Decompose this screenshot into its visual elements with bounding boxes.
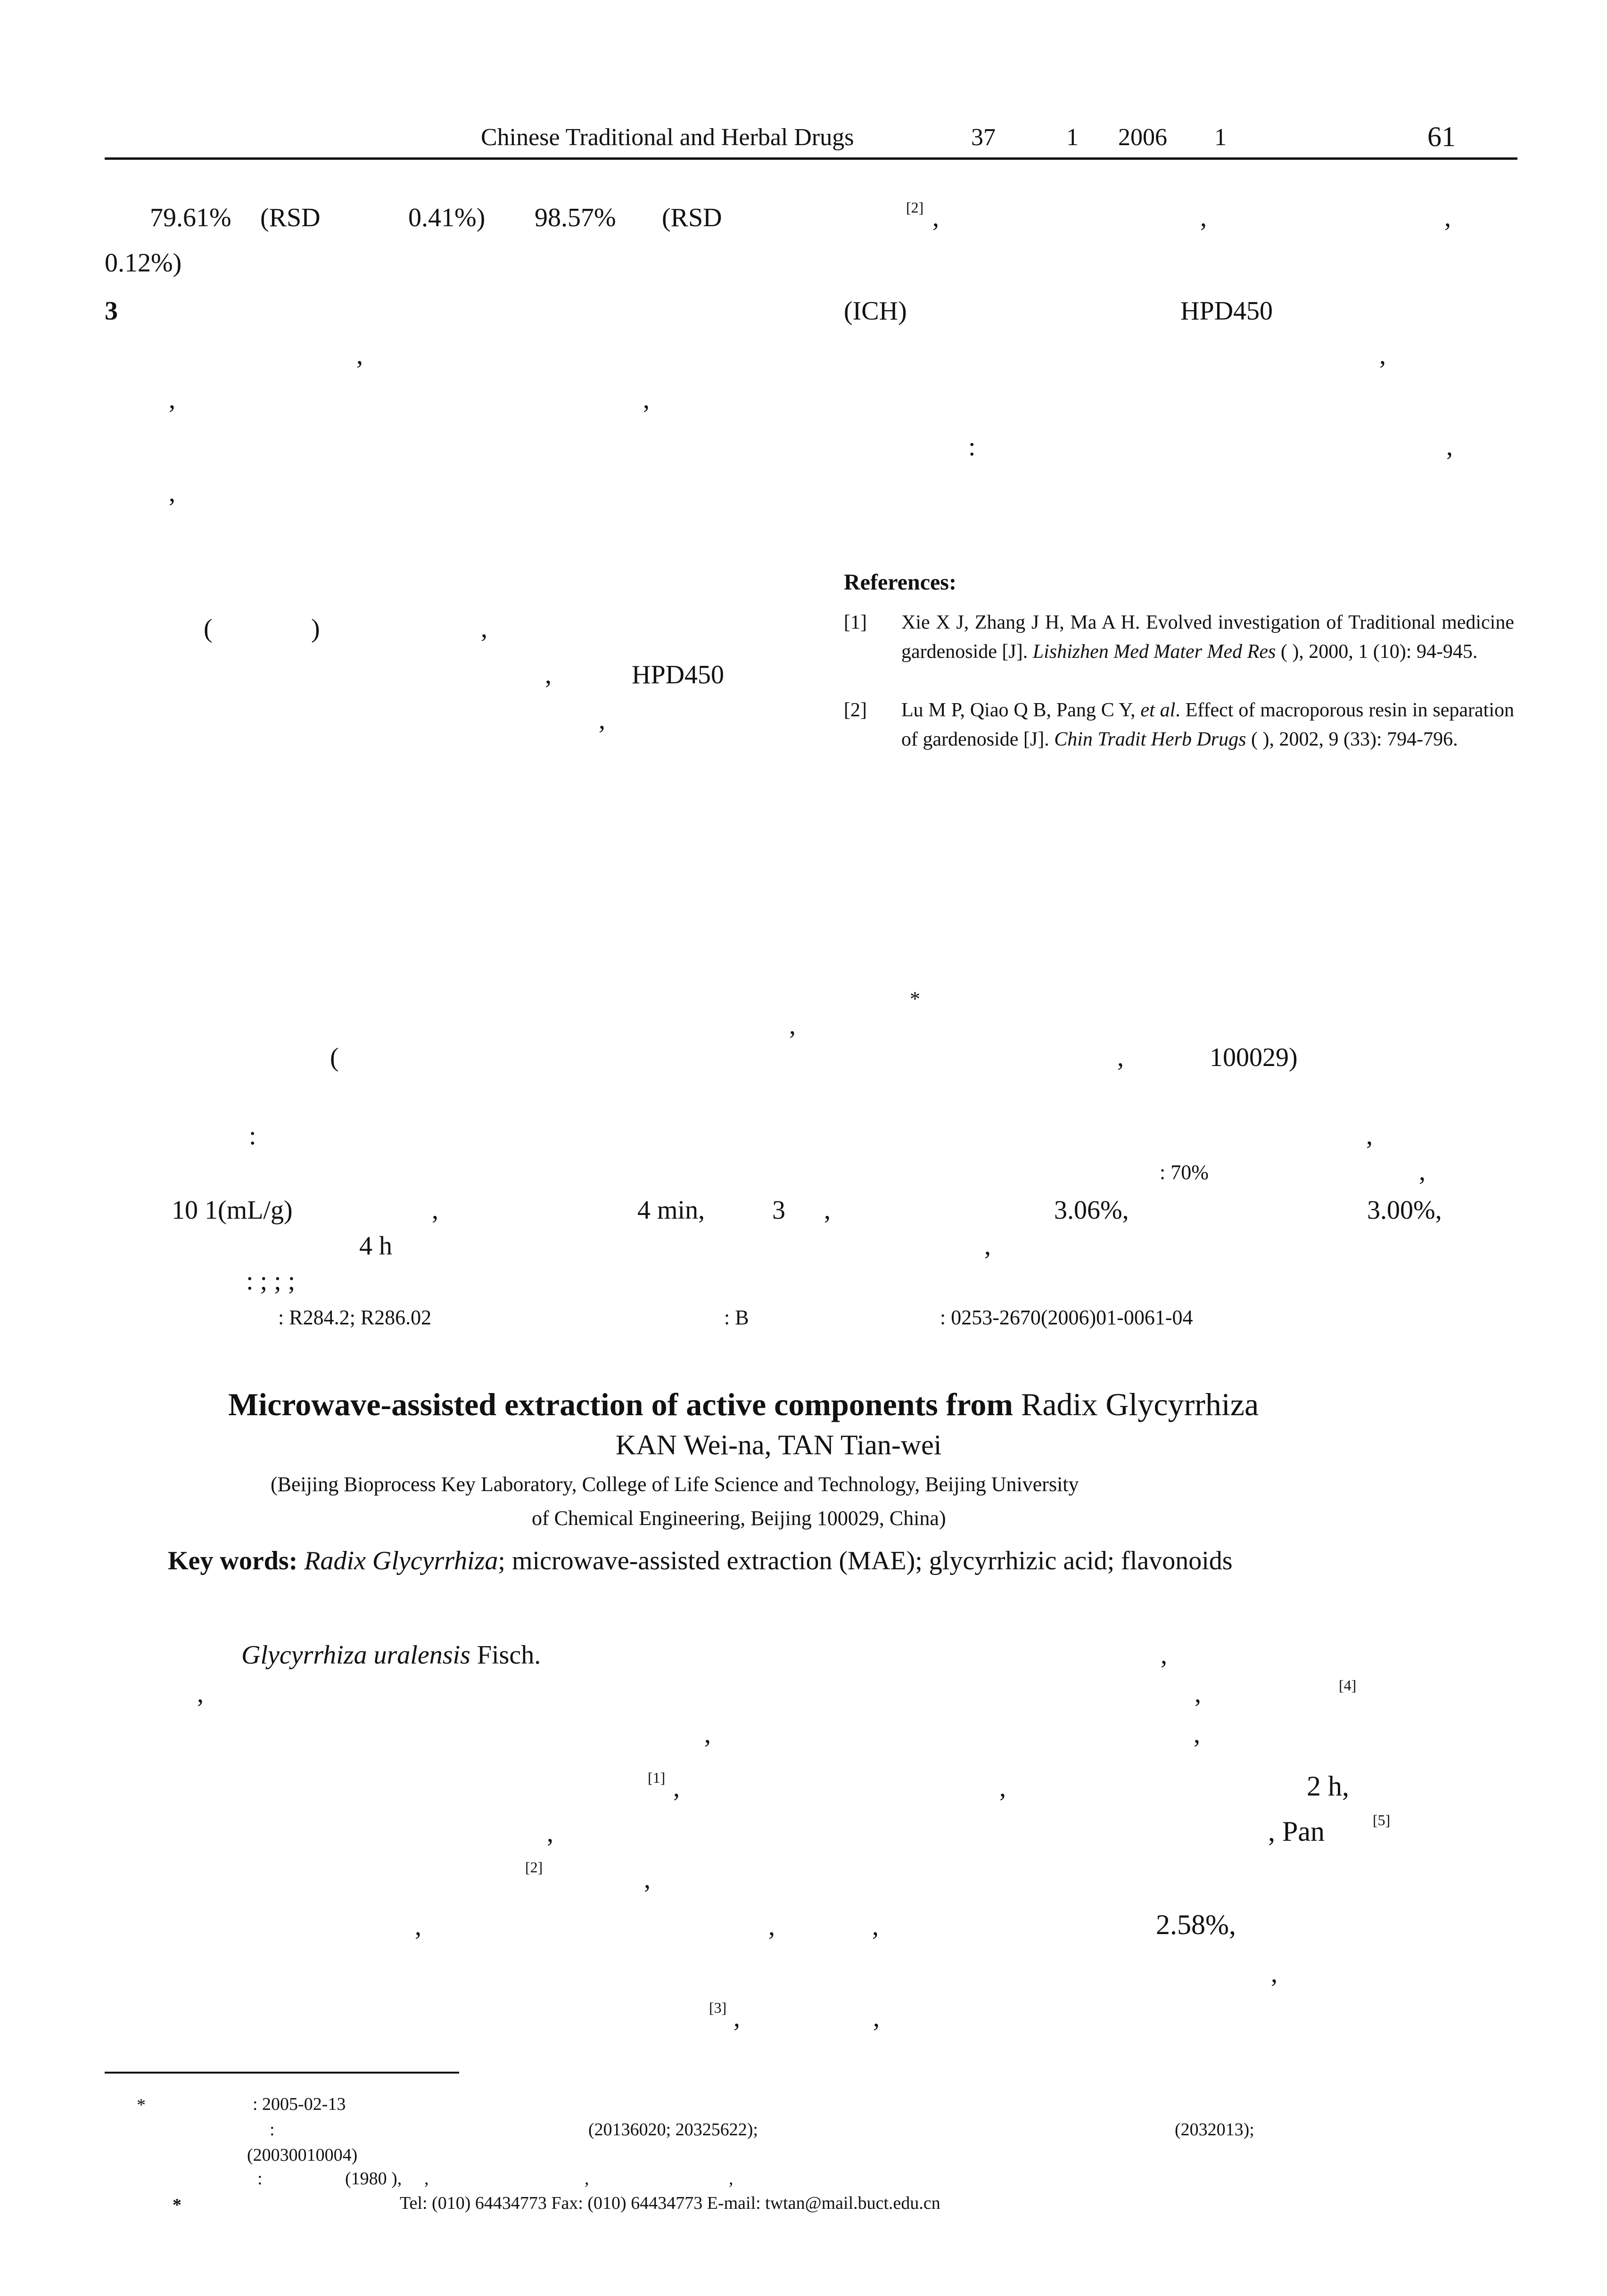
abstract-label-colon: : xyxy=(249,1121,256,1150)
abstract-yield-1: 3.06%, xyxy=(1054,1196,1129,1225)
reference-item xyxy=(844,608,1518,697)
references-heading: References: xyxy=(844,570,956,595)
punctuation: , xyxy=(1200,203,1207,232)
reference-text: Xie X J, Zhang J H, Ma A H. Evolved investigation of Traditional medicine gardenoside [J]. Lishizhen Med Mater Med Res ( ), 2000, 1 (10): 94-945. xyxy=(901,612,1514,663)
punctuation: , xyxy=(643,385,650,414)
punctuation: : xyxy=(968,432,976,461)
punctuation: , xyxy=(432,1196,438,1225)
received-date: : 2005-02-13 xyxy=(253,2094,346,2114)
journal-volume: 37 xyxy=(971,124,996,151)
english-title: Microwave-assisted extraction of active components from Radix Glycyrrhiza xyxy=(228,1386,1259,1422)
reference-number: [1] xyxy=(844,612,867,633)
punctuation: , xyxy=(545,660,552,689)
punctuation: , xyxy=(729,2169,733,2189)
punctuation: , xyxy=(733,2003,740,2033)
punctuation: , xyxy=(704,1720,711,1749)
result-value-1: 79.61% xyxy=(150,203,231,232)
clc-number: : R284.2; R286.02 xyxy=(278,1306,432,1329)
punctuation: , xyxy=(481,614,487,643)
english-authors: KAN Wei-na, TAN Tian-wei xyxy=(616,1429,942,1460)
punctuation: , xyxy=(872,1912,879,1941)
fund-numbers-2: (2032013); xyxy=(1175,2120,1254,2140)
citation-mark: [4] xyxy=(1339,1677,1357,1694)
punctuation: , xyxy=(1194,1720,1200,1749)
punctuation: , xyxy=(932,203,939,232)
punctuation: , xyxy=(824,1196,831,1225)
article-id: : 0253-2670(2006)01-0061-04 xyxy=(940,1306,1193,1329)
abstract-time: 4 min, xyxy=(637,1196,705,1225)
paren-close: ) xyxy=(311,614,320,643)
journal-name: Chinese Traditional and Herbal Drugs xyxy=(481,124,854,151)
english-affiliation-line2: of Chemical Engineering, Beijing 100029, China) xyxy=(532,1507,946,1530)
punctuation: , xyxy=(644,1865,651,1894)
citation-mark: [3] xyxy=(709,1999,727,2016)
duration-value: 2 h, xyxy=(1307,1771,1349,1802)
paren-open: ( xyxy=(204,614,213,643)
rsd-label-1: (RSD xyxy=(260,203,321,232)
punctuation: , xyxy=(424,2169,429,2189)
abstract-cycles: 3 xyxy=(772,1196,785,1225)
header-rule xyxy=(105,157,1517,160)
punctuation: , xyxy=(1366,1121,1373,1150)
punctuation: , xyxy=(197,1679,204,1708)
punctuation: , xyxy=(585,2169,589,2189)
abstract-hours: 4 h xyxy=(359,1231,392,1261)
punctuation: , xyxy=(1271,1959,1277,1988)
journal-issue: 1 xyxy=(1066,124,1079,151)
document-code: : B xyxy=(724,1306,749,1329)
corresponding-mark: * xyxy=(910,987,920,1010)
english-affiliation-line1: (Beijing Bioprocess Key Laboratory, College of Life Science and Technology, Beijing University xyxy=(271,1473,1079,1496)
page-number: 61 xyxy=(1427,121,1456,152)
punctuation: , xyxy=(356,341,363,370)
citation-mark: [2] xyxy=(906,199,924,216)
footnote-rule xyxy=(105,2072,459,2074)
punctuation: , xyxy=(1195,1679,1201,1708)
punctuation: , xyxy=(169,478,175,508)
citation-mark: [1] xyxy=(648,1769,666,1786)
journal-month: 1 xyxy=(1214,124,1227,151)
punctuation: , xyxy=(673,1773,680,1803)
punctuation: , xyxy=(1419,1157,1426,1186)
english-keywords: Key words: Radix Glycyrrhiza; microwave-assisted extraction (MAE); glycyrrhizic acid; flavonoids xyxy=(168,1546,1233,1575)
author-pan: , Pan xyxy=(1268,1816,1325,1847)
author-separator: , xyxy=(789,1011,796,1040)
corresponding-star: * xyxy=(173,2195,181,2215)
affiliation-open: ( xyxy=(330,1043,339,1072)
abstract-ethanol: : 70% xyxy=(1160,1161,1209,1184)
affiliation-comma: , xyxy=(1117,1043,1124,1072)
fund-colon: : xyxy=(270,2120,275,2140)
fund-numbers-3: (20030010004) xyxy=(247,2145,358,2165)
rsd-label-2: (RSD xyxy=(662,203,722,232)
species-name: Glycyrrhiza uralensis Fisch. xyxy=(241,1640,541,1670)
punctuation: , xyxy=(984,1231,991,1261)
fund-numbers-1: (20136020; 20325622); xyxy=(588,2120,758,2140)
resin-name: HPD450 xyxy=(632,660,725,689)
reference-text: Lu M P, Qiao Q B, Pang C Y, et al. Effect of macroporous resin in separation of gardenoside [J]. Chin Tradit Herb Drugs ( ), 2002, 9 (33): 794-796. xyxy=(901,699,1515,750)
footnote-star: * xyxy=(137,2095,146,2115)
section-number: 3 xyxy=(105,296,118,326)
punctuation: , xyxy=(599,705,605,735)
punctuation: , xyxy=(1444,203,1451,232)
punctuation: , xyxy=(1161,1640,1167,1670)
citation-mark: [2] xyxy=(525,1859,543,1876)
ich-abbrev: (ICH) xyxy=(844,296,907,326)
rsd-value-1: 0.41%) xyxy=(408,203,486,232)
contact-info: Tel: (010) 64434773 Fax: (010) 64434773 E-mail: twtan@mail.buct.edu.cn xyxy=(400,2193,940,2213)
result-value-2: 98.57% xyxy=(535,203,616,232)
punctuation: , xyxy=(873,2003,880,2033)
abstract-yield-2: 3.00%, xyxy=(1367,1196,1442,1225)
keywords-cn: : ; ; ; xyxy=(246,1266,296,1296)
abstract-ratio: 10 1(mL/g) xyxy=(172,1196,293,1225)
journal-year: 2006 xyxy=(1118,124,1167,151)
content-percent: 2.58%, xyxy=(1156,1909,1236,1940)
reference-number: [2] xyxy=(844,699,867,721)
rsd-value-2: 0.12%) xyxy=(105,248,182,278)
bio-year: (1980 ), xyxy=(345,2169,402,2189)
bio-colon: : xyxy=(257,2169,263,2189)
punctuation: , xyxy=(169,385,175,414)
punctuation: , xyxy=(1446,432,1453,461)
punctuation: , xyxy=(415,1912,421,1941)
citation-mark: [5] xyxy=(1373,1812,1391,1829)
reference-item xyxy=(844,696,1518,785)
affiliation-zip: 100029) xyxy=(1210,1043,1298,1072)
resin-name: HPD450 xyxy=(1180,296,1273,326)
punctuation: , xyxy=(547,1819,553,1848)
punctuation: , xyxy=(999,1773,1006,1803)
punctuation: , xyxy=(768,1912,775,1941)
punctuation: , xyxy=(1379,341,1386,370)
